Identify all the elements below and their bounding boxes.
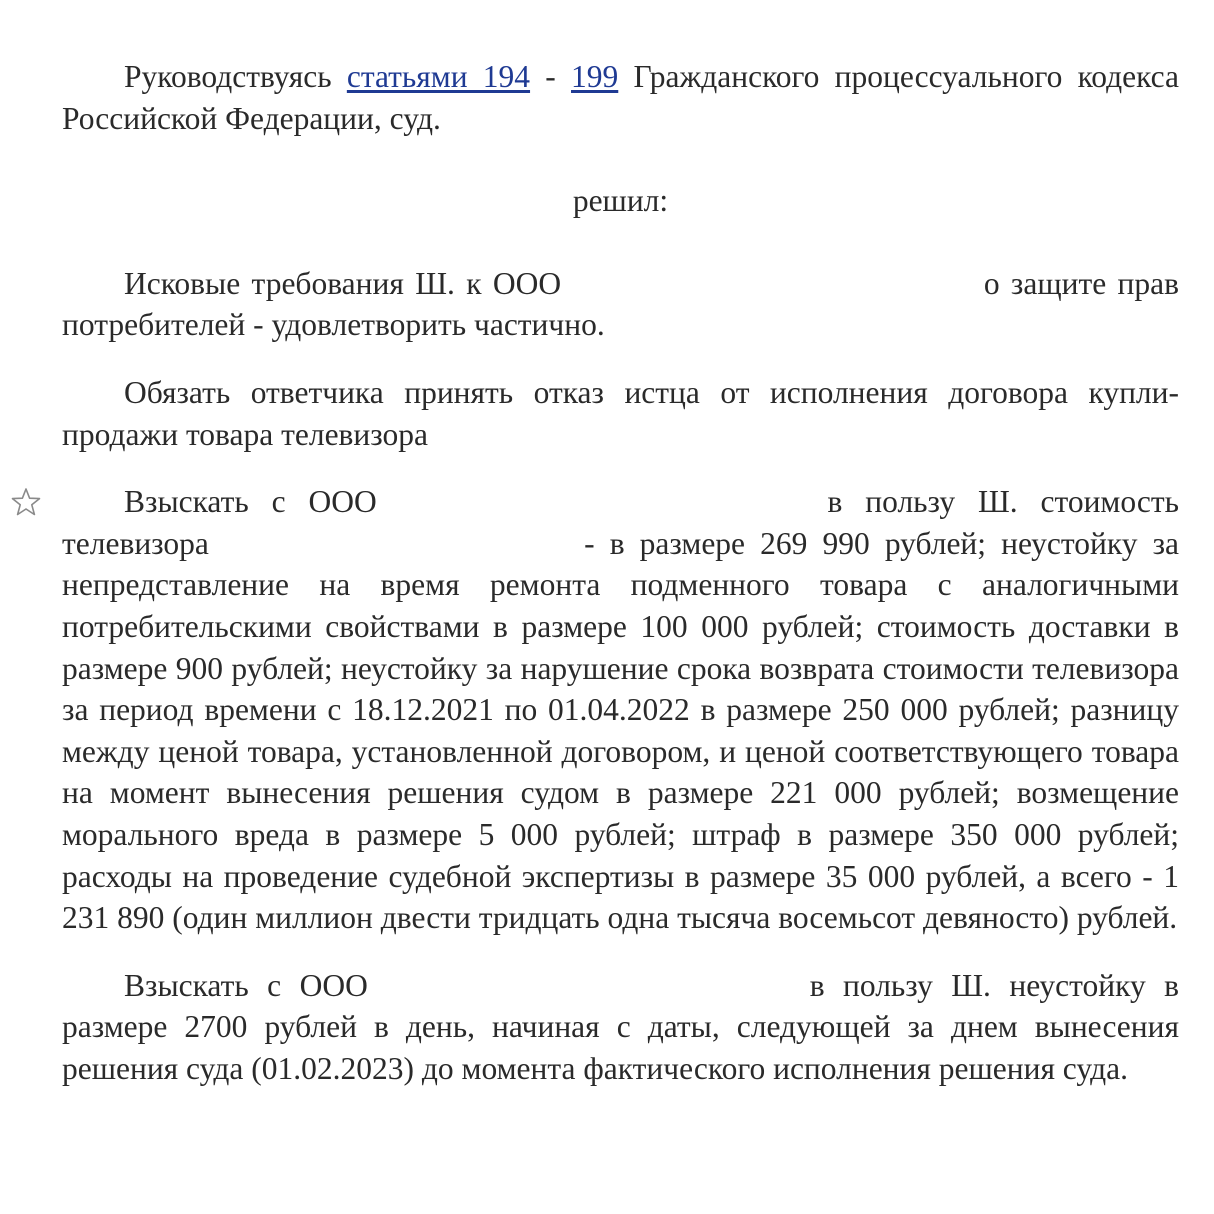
link-article-199[interactable]: 199 xyxy=(571,59,619,94)
paragraph-penalty: Взыскать с ООО в пользу Ш. неустойку в размере 2700 рублей в день, начиная с даты, следующей за днем вынесения решения суда (01.02.2023) до момента фактического исполнения решения суда. xyxy=(62,967,1180,1086)
redacted-company-name xyxy=(386,988,791,989)
paragraph-legal-basis: Руководствуясь статьями 194 - 199 Гражданского процессуального кодекса Российской Федерации, суд. xyxy=(62,59,1179,136)
decision-heading: решил: xyxy=(572,183,669,219)
court-decision-document xyxy=(62,56,1179,1089)
star-outline-icon[interactable] xyxy=(10,486,42,518)
paragraph-obligation: Обязать ответчика принять отказ истца от исполнения договора купли-продажи товара телевизора xyxy=(62,374,1179,452)
redacted-company-name xyxy=(400,504,805,505)
link-articles-194[interactable]: статьями 194 xyxy=(346,59,531,94)
redacted-company-name xyxy=(572,286,972,287)
redacted-tv-model xyxy=(224,546,569,547)
paragraph-claims: Исковые требования Ш. к ООО о защите прав потребителей - удовлетворить частично. xyxy=(62,265,1180,343)
paragraph-recovery: Взыскать с ООО в пользу Ш. стоимость телевизора - в размере 269 990 рублей; неустойку за непредставление на время ремонта подменного товара с аналогичными потребительскими свойствами в размере 100 000 рублей; стоимость доставки в размере 900 рублей; неустойку за нарушение срока возврата стоимости телевизора за период времени с 18.12.2021 по 01.04.2022 в размере 250 000 рублей; разницу между ценой товара, установленной договором, и ценой соответствующего товара на момент вынесения решения судом в размере 221 000 рублей; возмещение морального вреда в размере 5 000 рублей; штраф в размере 350 000 рублей; расходы на проведение судебной экспертизы в размере 35 000 рублей, а всего - 1 231 890 (один миллион двести тридцать одна тысяча восемьсот девяносто) рублей. xyxy=(62,484,1180,936)
